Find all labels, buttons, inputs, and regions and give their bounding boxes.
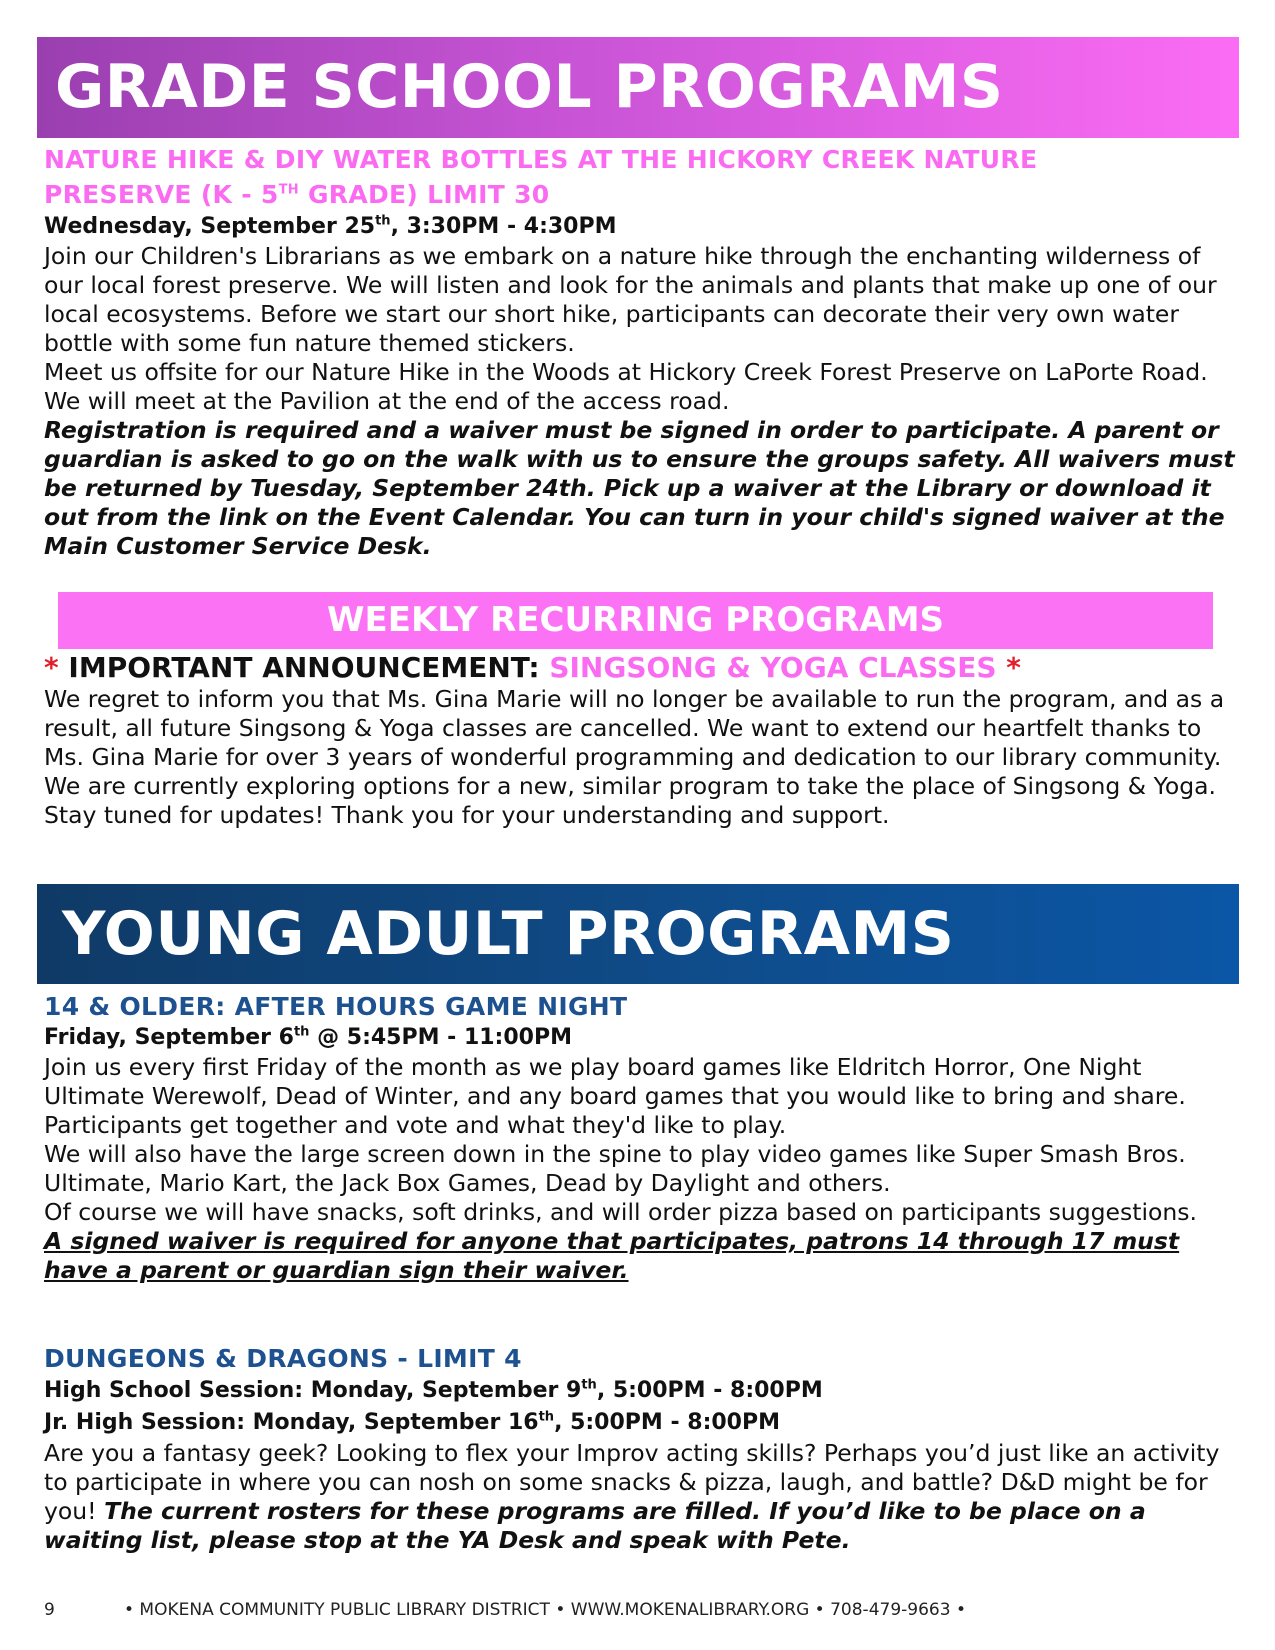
nature-hike-date-time: , 3:30PM - 4:30PM — [390, 214, 617, 239]
game-night-section — [44, 990, 1239, 1285]
announcement-heading — [44, 651, 1239, 685]
nature-hike-registration-notice: Registration is required and a waiver must be signed in order to participate. A parent or guardian is asked to go on the walk with us to ensure the groups safety. All waivers must be returned by Tuesday, September 24th. Pick up a waiver at the Library or download it out from the link on the Event Calendar. You can turn in your child's signed waiver at the Main Customer Service Desk. — [44, 416, 1235, 560]
page-number: 9 — [44, 1600, 55, 1620]
nature-hike-title-line-2b: GRADE) LIMIT 30 — [298, 180, 550, 209]
game-night-title: 14 & OLDER: AFTER HOURS GAME NIGHT — [44, 992, 628, 1021]
nature-hike-date-main: Wednesday, September 25 — [44, 214, 376, 239]
dnd-title: DUNGEONS & DRAGONS - LIMIT 4 — [44, 1344, 522, 1373]
announcement-label: IMPORTANT ANNOUNCEMENT: — [68, 651, 540, 684]
nature-hike-date — [44, 212, 1239, 242]
nature-hike-location: Meet us offsite for our Nature Hike in the Woods at Hickory Creek Forest Preserve on LaPorte Road. We will meet at the Pavilion at the end of the access road. — [44, 358, 1208, 415]
young-adult-banner: YOUNG ADULT PROGRAMS — [37, 884, 1239, 984]
game-night-date — [44, 1023, 1239, 1053]
game-night-description-1: Join us every first Friday of the month as we play board games like Eldritch Horror, One Night Ultimate Werewolf, Dead of Winter, and any board games that you would like to bring and share. Participants get together and vote and what they'd like to play. — [44, 1053, 1186, 1139]
nature-hike-title-sup: TH — [278, 182, 299, 198]
dnd-date1-main: High School Session: Monday, September 9 — [44, 1378, 582, 1403]
game-night-date-time: @ 5:45PM - 11:00PM — [309, 1025, 572, 1050]
weekly-announcement-section — [44, 651, 1239, 830]
dnd-date1-time: , 5:00PM - 8:00PM — [596, 1378, 823, 1403]
dnd-date2-sup: th — [538, 1409, 555, 1425]
dnd-waitlist-notice: The current rosters for these programs are filled. If you’d like to be place on a waiting list, please stop at the YA Desk and speak with Pete. — [44, 1497, 1146, 1554]
nature-hike-title-line-2a: PRESERVE (K - 5 — [44, 180, 279, 209]
announcement-body: We regret to inform you that Ms. Gina Marie will no longer be available to run the program, and as a result, all future Singsong & Yoga classes are cancelled. We want to extend our heartfelt thanks to Ms. Gina Marie for over 3 years of wonderful programming and dedication to our library community. We are currently exploring options for a new, similar program to take the place of Singsong & Yoga. Stay tuned for updates! Thank you for your understanding and support. — [44, 685, 1225, 829]
page-footer — [44, 1600, 1239, 1620]
dnd-high-school-date — [44, 1375, 1239, 1407]
dnd-section — [44, 1342, 1239, 1555]
dnd-description — [44, 1439, 1239, 1555]
dnd-jr-high-date — [44, 1407, 1239, 1439]
dnd-date2-time: , 5:00PM - 8:00PM — [554, 1410, 781, 1435]
game-night-description-3: Of course we will have snacks, soft drinks, and will order pizza based on participants suggestions. — [44, 1198, 1197, 1226]
footer-text: • MOKENA COMMUNITY PUBLIC LIBRARY DISTRICT • WWW.MOKENALIBRARY.ORG • 708-479-9663 • — [124, 1600, 966, 1620]
game-night-description-2: We will also have the large screen down in the spine to play video games like Super Smash Bros. Ultimate, Mario Kart, the Jack Box Games, Dead by Daylight and others. — [44, 1140, 1186, 1197]
game-night-waiver-notice: A signed waiver is required for anyone that participates, patrons 14 through 17 must have a parent or guardian sign their waiver. — [44, 1227, 1180, 1284]
nature-hike-date-sup: th — [375, 213, 391, 229]
star-right: * — [1006, 651, 1021, 684]
nature-hike-description: Join our Children's Librarians as we embark on a nature hike through the enchanting wilderness of our local forest preserve. We will listen and look for the animals and plants that make up one of our local ecosystems. Before we start our short hike, participants can decorate their very own water bottle with some fun nature themed stickers. — [44, 242, 1217, 357]
dnd-date1-sup: th — [581, 1377, 597, 1393]
nature-hike-title — [44, 142, 1239, 212]
nature-hike-title-line-1: NATURE HIKE & DIY WATER BOTTLES AT THE HICKORY CREEK NATURE — [44, 145, 1038, 174]
dnd-description-text: Are you a fantasy geek? Looking to flex your Improv acting skills? Perhaps you’d just like an activity to participate in where you can nosh on some snacks & pizza, laugh, and battle? D&D might be for you! — [44, 1439, 1220, 1525]
announcement-topic: SINGSONG & YOGA CLASSES — [549, 651, 997, 684]
weekly-recurring-banner: WEEKLY RECURRING PROGRAMS — [58, 592, 1213, 649]
game-night-date-main: Friday, September 6 — [44, 1025, 294, 1050]
dnd-date2-main: Jr. High Session: Monday, September 16 — [44, 1410, 539, 1435]
star-left: * — [44, 651, 59, 684]
grade-school-banner: GRADE SCHOOL PROGRAMS — [37, 37, 1239, 138]
nature-hike-section — [44, 142, 1239, 561]
game-night-date-sup: th — [293, 1024, 310, 1040]
